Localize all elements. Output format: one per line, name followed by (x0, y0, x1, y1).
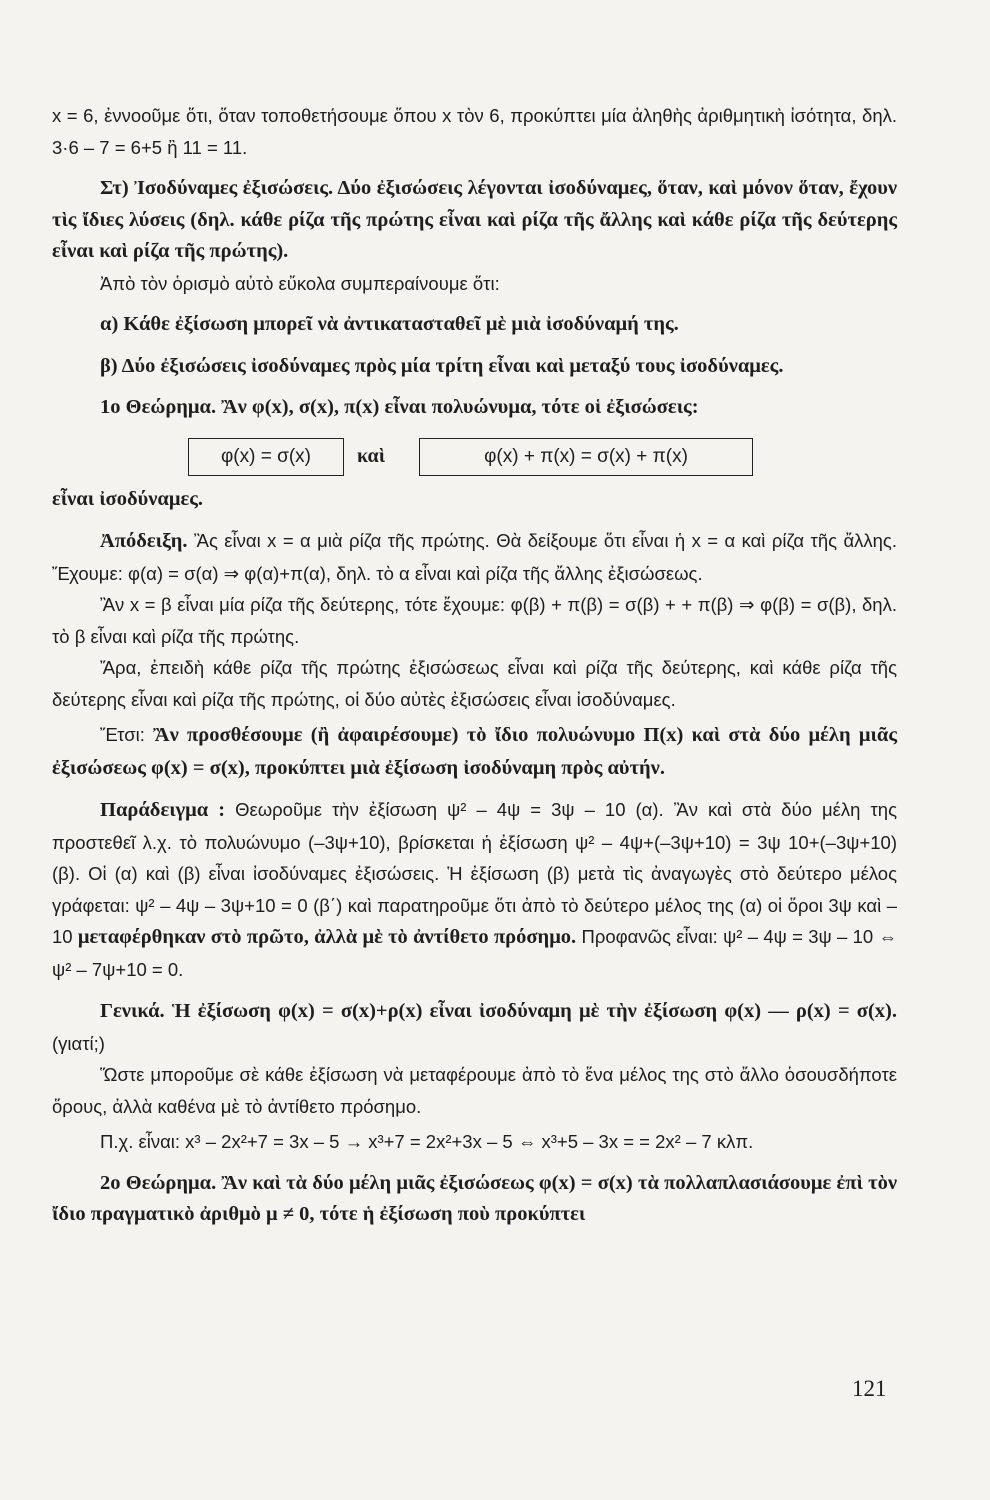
theorem-2: 2ο Θεώρημα. Ἂν καὶ τὰ δύο μέλη μιᾶς ἐξισώσεως φ(x) = σ(x) τὰ πολλαπλασιάσουμε ἐπὶ τὸν ἴδιο πραγματικὸ ἀριθμὸ μ ≠ 0, τότε ἡ ἐξίσωση ποὺ προκύπτει (52, 1171, 897, 1225)
example-bold: μεταφέρθηκαν στὸ πρῶτο, ἀλλὰ μὲ τὸ ἀντίθετο πρόσημο. (77, 926, 577, 948)
proof-heading: Ἀπόδειξη. (100, 530, 188, 552)
boxed-equation-2: φ(x) + π(x) = σ(x) + π(x) (419, 438, 753, 476)
proof-conclusion: Ἄρα, ἐπειδὴ κάθε ρίζα τῆς πρώτης ἐξισώσεως εἶναι καὶ ρίζα τῆς δεύτερης, καὶ κάθε ρίζα τῆς δεύτερης εἶναι καὶ ρίζα τῆς πρώτης, οἱ δύο αὐτὲς ἐξισώσεις εἶναι ἰσοδύναμες. (52, 657, 897, 710)
theorem-1-conclusion: εἶναι ἰσοδύναμες. (52, 487, 203, 510)
paragraph-equivalent-equations: Στ) Ἰσοδύναμες ἐξισώσεις. Δύο ἐξισώσεις λέγονται ἰσοδύναμες, ὅταν, καὶ μόνον ὅταν, ἔχουν τὶς ἴδιες λύσεις (δηλ. κάθε ρίζα τῆς πρώτης εἶναι καὶ ρίζα τῆς ἄλλης καὶ κάθε ρίζα τῆς δεύτερης εἶναι καὶ ρίζα τῆς πρώτης). (52, 177, 897, 262)
boxed-equation-1: φ(x) = σ(x) (188, 438, 344, 476)
general-body: (γιατί;) (52, 1032, 105, 1054)
example-body-2: Προφανῶς εἶναι: ψ² – 4ψ = 3ψ – 10 ⇔ ψ² – 7ψ+10 = 0. (52, 926, 897, 980)
general-paragraph (52, 995, 897, 1059)
example-body-1: Θεωροῦμε τὴν ἐξίσωση ψ² – 4ψ = 3ψ – 10 (α). Ἂν καὶ στὰ δύο μέλη της προστεθεῖ λ.χ. τὸ πολυώνυμο (–3ψ+10), βρίσκεται ἡ ἐξίσωση ψ² – 4ψ+(–3ψ+10) = 3ψ 10+(–3ψ+10) (β). Οἱ (α) καὶ (β) εἶναι ἰσοδύναμες ἐξισώσεις. Ἡ ἐξίσωση (β) μετὰ τὶς ἀναγωγὲς στὸ δεύτερο μέλος γράφεται: ψ² – 4ψ – 3ψ+10 = 0 (β΄) καὶ παρατηροῦμε ὅτι ἀπὸ τὸ δεύτερο μέλος της (α) οἱ ὅροι 3ψ καὶ –10 (52, 799, 897, 947)
rule-lead: Ἔτσι: (100, 724, 154, 745)
boxed-formulas (52, 438, 897, 478)
page-body (52, 100, 897, 1231)
page-number: 121 (852, 1376, 887, 1401)
proof-paragraph (52, 525, 897, 589)
rule-paragraph (52, 719, 897, 784)
transfer-rule: Ὥστε μποροῦμε σὲ κάθε ἐξίσωση νὰ μεταφέρουμε ἀπὸ τὸ ἕνα μέλος της στὸ ἄλλο ὁσουσδήποτε ὅρους, ἀλλὰ καθένα μὲ τὸ ἀντίθετο πρόσημο. (52, 1064, 897, 1117)
proof-second-root: Ἂν x = β εἶναι μία ρίζα τῆς δεύτερης, τότε ἔχουμε: φ(β) + π(β) = σ(β) + + π(β) ⇒ φ(β) = σ(β), δηλ. τὸ β εἶναι καὶ ρίζα τῆς πρώτης. (52, 594, 897, 647)
transfer-example: Π.χ. εἶναι: x³ – 2x²+7 = 3x – 5 → x³+7 = 2x²+3x – 5 ⇔ x³+5 – 3x = = 2x² – 7 κλπ. (100, 1131, 754, 1152)
theorem-1: 1ο Θεώρημα. Ἂν φ(x), σ(x), π(x) εἶναι πολυώνυμα, τότε οἱ ἐξισώσεις: (100, 396, 699, 418)
example-paragraph (52, 794, 897, 985)
item-b: β) Δύο ἐξισώσεις ἰσοδύναμες πρὸς μία τρίτη εἶναι καὶ μεταξύ τους ἰσοδύναμες. (100, 354, 784, 377)
general-bold: Γενικά. Ἡ ἐξίσωση φ(x) = σ(x)+ρ(x) εἶναι ἰσοδύναμη μὲ τὴν ἐξίσωση φ(x) — ρ(x) = σ(x). (100, 1000, 897, 1022)
paragraph-continuation: x = 6, ἐννοοῦμε ὅτι, ὅταν τοποθετήσουμε ὅπου x τὸν 6, προκύπτει μία ἀληθὴς ἀριθμητικὴ ἰσότητα, δηλ. 3·6 – 7 = 6+5 ἢ 11 = 11. (52, 105, 897, 158)
rule-bold: Ἂν προσθέσουμε (ἢ ἀφαιρέσουμε) τὸ ἴδιο πολυώνυμο Π(x) καὶ στὰ δύο μέλη μιᾶς ἐξισώσεως φ(x) = σ(x), προκύπτει μιὰ ἐξίσωση ἰσοδύναμη πρὸς αὐτήν. (52, 724, 897, 779)
proof-body: Ἂς εἶναι x = α μιὰ ρίζα τῆς πρώτης. Θὰ δείξουμε ὅτι εἶναι ἡ x = α καὶ ρίζα τῆς ἄλλης. Ἔχουμε: φ(α) = σ(α) ⇒ φ(α)+π(α), δηλ. τὸ α εἶναι καὶ ρίζα τῆς ἄλλης ἐξισώσεως. (52, 530, 897, 584)
example-heading: Παράδειγμα : (100, 799, 226, 821)
item-a: α) Κάθε ἐξίσωση μπορεῖ νὰ ἀντικατασταθεῖ μὲ μιὰ ἰσοδύναμή της. (100, 313, 679, 335)
and-connector: καὶ (357, 444, 385, 467)
paragraph-conclusion-intro: Ἀπὸ τὸν ὁρισμὸ αὐτὸ εὔκολα συμπεραίνουμε ὅτι: (100, 272, 500, 294)
